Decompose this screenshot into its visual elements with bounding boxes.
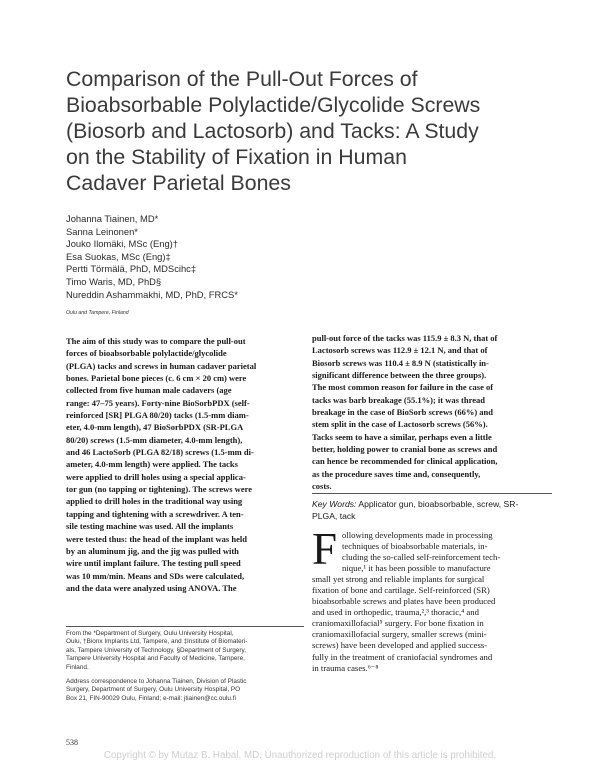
abstract-line: tor gun (no tapping or tightening). The screws were xyxy=(66,484,252,495)
page-number: 538 xyxy=(66,738,78,747)
body-line: fully in the treatment of craniofacial syndromes and xyxy=(312,651,493,662)
abstract-line: by an aluminum jig, and the jig was pulled with xyxy=(66,545,239,556)
author: Nureddin Ashammakhi, MD, PhD, FRCS* xyxy=(66,288,238,300)
author: Esa Suokas, MSc (Eng)‡ xyxy=(66,250,171,262)
author: Sanna Leinonen* xyxy=(66,225,138,237)
abstract-line: and the data were analyzed using ANOVA. The xyxy=(66,582,237,593)
abstract-line: ameter, 4.0-mm length) were applied. The tacks xyxy=(66,459,238,470)
abstract-line: sile testing machine was used. All the implants xyxy=(66,521,234,532)
abstract-line: Biosorb screws was 110.4 ± 8.9 N (statistically in- xyxy=(312,357,489,368)
author: Timo Waris, MD, PhD§ xyxy=(66,275,162,287)
title-line: Comparison of the Pull-Out Forces of xyxy=(66,67,418,91)
abstract-column-left xyxy=(66,335,304,594)
abstract-line: eter, 4.0-mm length), 47 BioSorbPDX (SR-PLGA xyxy=(66,422,244,433)
abstract-line: range: 47–75 years). Forty-nine BioSorbPDX (self- xyxy=(66,397,250,408)
abstract-line: reinforced [SR] PLGA 80/20) tacks (1.5-mm diam- xyxy=(66,410,249,421)
body-line: techniques of bioabsorbable materials, in- xyxy=(342,541,488,552)
intro-paragraph xyxy=(312,524,552,674)
title-line: Cadaver Parietal Bones xyxy=(66,171,291,195)
body-line: in trauma cases.⁶⁻⁸ xyxy=(312,662,379,673)
body-line: bioabsorbable screws and plates have been produced xyxy=(312,596,496,607)
abstract-line: as the procedure saves time and, consequently, xyxy=(312,468,481,479)
abstract-line: were applied to drill holes using a special applica- xyxy=(66,471,246,482)
body-line: screws) have been developed and applied success- xyxy=(312,640,488,651)
body-line: craniomaxillofacial⁵ surgery. For bone fixation in xyxy=(312,618,484,629)
abstract-line: collected from five human male cadavers (age xyxy=(66,385,232,396)
body-line: nique,¹ it has been possible to manufacture xyxy=(342,563,491,574)
abstract-line: significant difference between the three groups). xyxy=(312,370,487,381)
abstract-line: breakage in the case of BioSorb screws (66%) and xyxy=(312,407,494,418)
footnotes xyxy=(66,626,304,703)
drop-cap: F xyxy=(312,524,338,574)
footnote-line: Tampere University Hospital and Faculty of Medicine, Tampere, xyxy=(66,655,245,663)
abstract-line: The most common reason for failure in the case of xyxy=(312,382,494,393)
abstract-line: bones. Parietal bone pieces (c. 6 cm × 20 cm) were xyxy=(66,373,247,384)
footnote-line: Address correspondence to Johanna Tiainen, Division of Plastic xyxy=(66,678,247,686)
title-line: Bioabsorbable Polylactide/Glycolide Screws xyxy=(66,93,481,117)
footnote-line: Surgery, Department of Surgery, Oulu University Hospital, PO xyxy=(66,686,241,694)
abstract-line: forces of bioabsorbable polylactide/glycolide xyxy=(66,348,227,359)
footnote-line: als, Tampere University of Technology, §Department of Surgery, xyxy=(66,646,246,654)
affiliation-place: Oulu and Tampere, Finland xyxy=(66,310,129,316)
title-line: (Biosorb and Lactosorb) and Tacks: A Study xyxy=(66,119,479,143)
author-list xyxy=(66,213,366,301)
abstract-line: (PLGA) tacks and screws in human cadaver parietal xyxy=(66,360,257,371)
footnote-line: From the *Department of Surgery, Oulu University Hospital, xyxy=(66,630,234,637)
abstract-line: tapping and tightening with a screwdriver. A ten- xyxy=(66,508,244,519)
article-title xyxy=(66,66,566,196)
abstract-line: better, holding power to cranial bone as screws and xyxy=(312,444,498,455)
body-line: craniomaxillofacial surgery, smaller screws (mini- xyxy=(312,629,487,640)
abstract-line: The aim of this study was to compare the pull-out xyxy=(66,336,246,346)
body-line: and used in orthopedic, trauma,²,³ thoracic,⁴ and xyxy=(312,607,479,618)
abstract-line: and 46 LactoSorb (PLGA 82/18) screws (1.5-mm di- xyxy=(66,447,254,458)
body-line: fixation of bone and cartilage. Self-reinforced (SR) xyxy=(312,585,490,596)
footnote-line: Oulu, †Bionx Implants Ltd, Tampere, and ‡Institute of Biomateri- xyxy=(66,638,248,646)
abstract-line: can hence be recommended for clinical application, xyxy=(312,456,498,467)
abstract-line: Lactosorb screws was 112.9 ± 12.1 N, and that of xyxy=(312,345,488,356)
footnote-line: Finland. xyxy=(66,663,89,671)
body-line: cluding the so-called self-reinforcement tech- xyxy=(342,552,501,563)
abstract-column-right xyxy=(312,332,552,492)
abstract-line: Tacks seem to have a similar, perhaps even a little xyxy=(312,431,492,442)
title-line: on the Stability of Fixation in Human xyxy=(66,145,407,169)
abstract-line: pull-out force of the tacks was 115.9 ± 8.3 N, that of xyxy=(312,333,498,343)
abstract-line: applied to drill holes in the traditional way using xyxy=(66,496,243,507)
abstract-line: stem split in the case of Lactosorb screws (56%). xyxy=(312,419,488,430)
abstract-line: were tested thus: the head of the implant was held xyxy=(66,533,247,544)
author: Jouko Ilomäki, MSc (Eng)† xyxy=(66,238,179,250)
body-line: small yet strong and reliable implants for surgical xyxy=(312,574,485,585)
copyright-notice: Copyright © by Mutaz B. Habal, MD. Unauthorized reproduction of this article is prohibited. xyxy=(103,750,497,761)
author: Pertti Törmälä, PhD, MDScihc‡ xyxy=(66,263,197,275)
abstract-line: was 10 mm/min. Means and SDs were calculated, xyxy=(66,570,245,581)
keywords xyxy=(312,493,552,522)
abstract-line: costs. xyxy=(312,481,332,492)
abstract-line: wire until implant failure. The testing pull speed xyxy=(66,558,241,569)
body-line: ollowing developments made in processing xyxy=(342,530,493,540)
abstract-line: 80/20) screws (1.5-mm diameter, 4.0-mm length), xyxy=(66,434,243,445)
keywords-text: PLGA, tack xyxy=(312,511,356,522)
keywords-text: Applicator gun, bioabsorbable, screw, SR- xyxy=(356,499,519,509)
keywords-label: Key Words: xyxy=(312,499,357,509)
footnote-line: Box 21, FIN-90029 Oulu, Finland; e-mail: jtiainen@cc.oulu.fi xyxy=(66,694,236,702)
author: Johanna Tiainen, MD* xyxy=(66,213,159,224)
abstract-line: tacks was barb breakage (55.1%); it was thread xyxy=(312,394,485,405)
